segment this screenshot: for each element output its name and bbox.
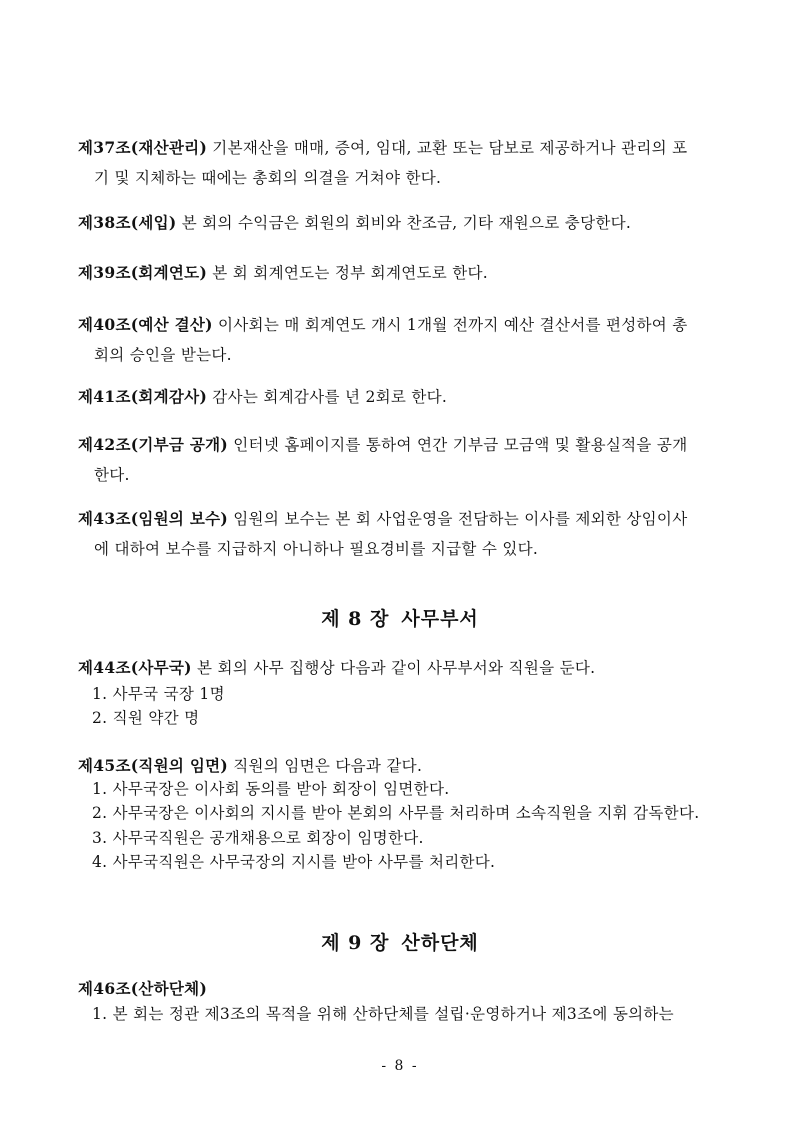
article-heading: 제46조(산하단체) (78, 979, 208, 998)
article-heading: 제40조(예산 결산) (78, 315, 213, 334)
article-text: 인터넷 홈페이지를 통하여 연간 기부금 모금액 및 활용실적을 공개 (228, 436, 688, 454)
article-43 (78, 504, 748, 564)
article-heading: 제43조(임원의 보수) (78, 509, 229, 528)
article-41 (78, 382, 748, 412)
article-text-continued: 기 및 지체하는 때에는 총회의 의결을 거쳐야 한다. (94, 169, 442, 187)
article-heading: 제44조(사무국) (78, 658, 192, 677)
article-heading: 제38조(세입) (78, 213, 177, 232)
article-39 (78, 258, 748, 288)
page-number: - 8 - (381, 1058, 419, 1074)
chapter-8-heading (0, 604, 800, 631)
article-heading: 제41조(회계감사) (78, 387, 208, 406)
article-text: 이사회는 매 회계연도 개시 1개월 전까지 예산 결산서를 편성하여 총 (212, 316, 688, 334)
article-text: 본 회 회계연도는 정부 회계연도로 한다. (207, 264, 489, 282)
list-item: 2. 직원 약간 명 (92, 709, 200, 727)
chapter-9-heading (0, 928, 800, 955)
chapter-number: 제 9 장 (321, 932, 390, 954)
article-heading: 제37조(재산관리) (78, 138, 208, 157)
article-37 (78, 133, 748, 193)
list-item: 2. 사무국장은 이사회의 지시를 받아 본회의 사무를 처리하며 소속직원을 지휘 감독한다. (92, 804, 700, 822)
chapter-title: 산하단체 (401, 932, 479, 954)
chapter-title: 사무부서 (401, 608, 479, 630)
list-item: 3. 사무국직원은 공개채용으로 회장이 임명한다. (92, 829, 424, 847)
article-heading: 제45조(직원의 임면) (78, 756, 229, 775)
article-text: 감사는 회계감사를 년 2회로 한다. (207, 388, 448, 406)
article-text: 본 회의 사무 집행상 다음과 같이 사무부서와 직원을 둔다. (191, 659, 596, 677)
list-item: 1. 사무국 국장 1명 (92, 685, 225, 703)
article-38 (78, 208, 748, 238)
list-item: 1. 본 회는 정관 제3조의 목적을 위해 산하단체를 설립·운영하거나 제3조에 동의하는 (92, 1005, 674, 1023)
article-text-continued: 회의 승인을 받는다. (94, 346, 232, 364)
article-40 (78, 310, 748, 370)
chapter-number: 제 8 장 (321, 608, 390, 630)
article-heading: 제39조(회계연도) (78, 263, 208, 282)
article-text: 임원의 보수는 본 회 사업운영을 전담하는 이사를 제외한 상임이사 (228, 510, 688, 528)
article-heading: 제42조(기부금 공개) (78, 435, 229, 454)
article-44 (78, 653, 748, 683)
article-text: 기본재산을 매매, 증여, 임대, 교환 또는 담보로 제공하거나 관리의 포 (207, 139, 688, 157)
article-text: 직원의 임면은 다음과 같다. (228, 757, 423, 775)
article-46 (78, 974, 748, 1004)
article-text-continued: 한다. (94, 466, 130, 484)
list-item: 4. 사무국직원은 사무국장의 지시를 받아 사무를 처리한다. (92, 853, 496, 871)
article-text: 본 회의 수익금은 회원의 회비와 찬조금, 기타 재원으로 충당한다. (176, 214, 632, 232)
article-42 (78, 430, 748, 490)
list-item: 1. 사무국장은 이사회 동의를 받아 회장이 임면한다. (92, 780, 450, 798)
article-text-continued: 에 대하여 보수를 지급하지 아니하나 필요경비를 지급할 수 있다. (94, 540, 539, 558)
